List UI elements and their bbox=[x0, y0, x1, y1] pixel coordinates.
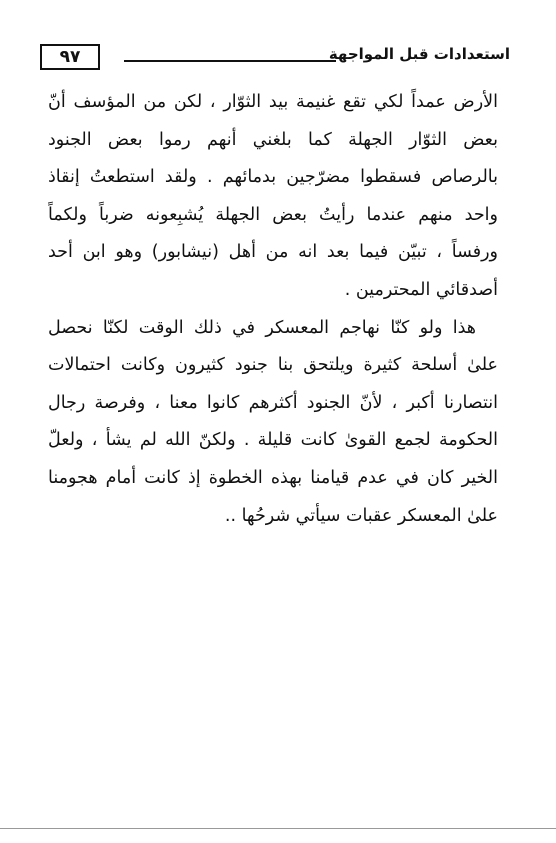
text-line: هذا ولو كنّا نهاجم المعسكر في ذلك الوقت لكنّا نحصل bbox=[48, 317, 476, 338]
header-rule bbox=[124, 60, 336, 62]
text-line: واحد منهم عندما رأيتُ بعض الجهلة يُشبِعونه ضرباً ولكماً bbox=[48, 204, 498, 225]
page-header bbox=[40, 44, 510, 74]
text-line: علىٰ أسلحة كثيرة ويلتحق بنا جنود كثيرون وكانت احتمالات bbox=[48, 355, 498, 376]
text-line: انتصارنا أكبر ، لأنّ الجنود أكثرهم كانوا معنا ، وفرصة رجال bbox=[48, 392, 498, 413]
running-title: استعدادات قبل المواجهة bbox=[328, 45, 510, 63]
text-line: الخير كان في عدم قيامنا بهذه الخطوة إذ كانت أمام هجومنا bbox=[48, 467, 498, 488]
text-line: أصدقائي المحترمين . bbox=[344, 279, 498, 300]
text-line: ورفساً ، تبيّن فيما بعد انه من أهل (نيشابور) وهو ابن أحد bbox=[48, 242, 498, 263]
text-line: علىٰ المعسكر عقبات سيأتي شرحُها .. bbox=[224, 505, 498, 526]
text-line: الحكومة لجمع القوىٰ كانت قليلة . ولكنّ الله لم يشأ ، ولعلّ bbox=[48, 430, 498, 451]
body-text bbox=[48, 84, 498, 535]
text-line: بعض الثوّار الجهلة كما بلغني أنهم رموا بعض الجنود bbox=[48, 129, 498, 150]
text-line: الأرض عمداً لكي تقع غنيمة بيد الثوّار ، لكن من المؤسف أنّ bbox=[48, 92, 498, 112]
page-edge-rule bbox=[0, 828, 556, 829]
text-line: بالرصاص فسقطوا مضرّجين بدمائهم . ولقد استطعتُ إنقاذ bbox=[48, 167, 498, 188]
page-number: ٩٧ bbox=[40, 44, 100, 70]
